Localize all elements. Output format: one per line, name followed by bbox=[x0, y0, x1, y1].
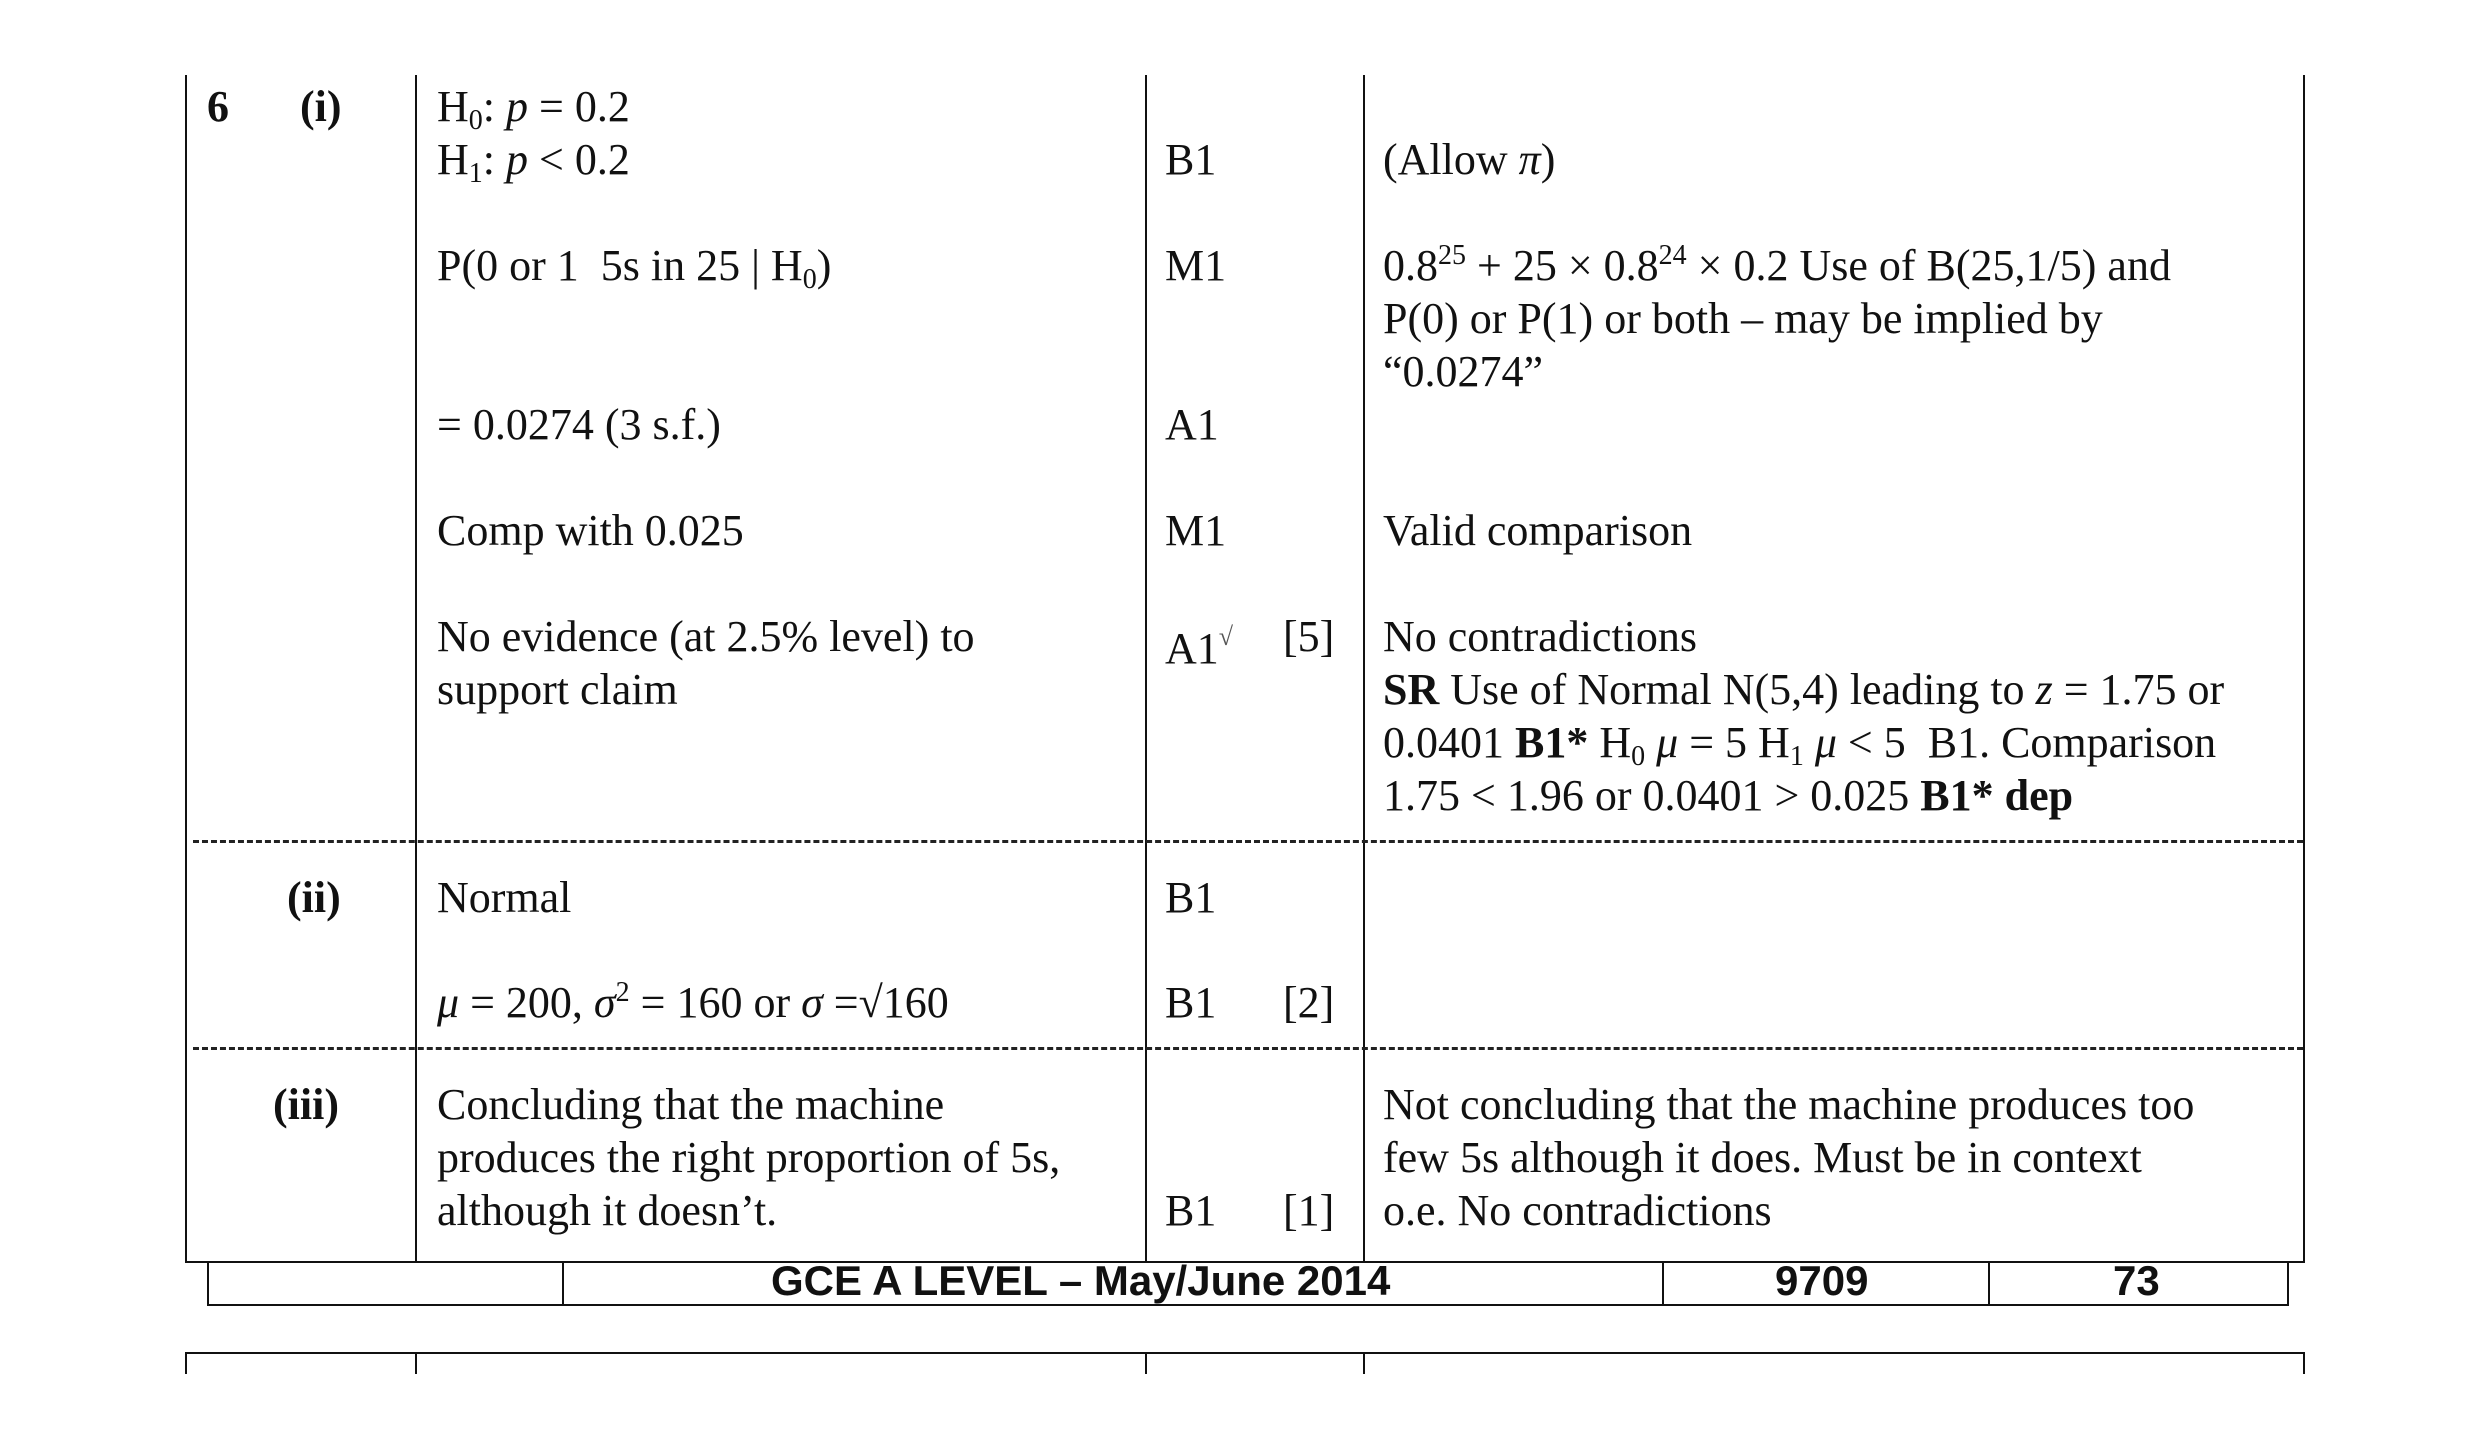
mark-error: B1 bbox=[1165, 1186, 1217, 1235]
note-probability-1: $0.8^{25} + 25 \times 0.8^{24} \times 0.2$ Use of B(25,1/5) and bbox=[1383, 240, 2171, 290]
conclusion-line-2: support claim bbox=[437, 665, 678, 714]
total-part-ii: [2] bbox=[1283, 978, 1335, 1027]
mark-parameters: B1 bbox=[1165, 978, 1217, 1027]
follow-through-tick-icon: √ bbox=[1218, 622, 1234, 651]
next-table-right bbox=[2303, 1352, 2305, 1374]
footer-exam-title: GCE A LEVEL – May/June 2014 bbox=[771, 1257, 1391, 1304]
mark-hypotheses: B1 bbox=[1165, 135, 1217, 184]
note-comparison: Valid comparison bbox=[1383, 506, 1693, 555]
mark-comparison: M1 bbox=[1165, 506, 1227, 555]
question-number: 6 bbox=[207, 82, 229, 131]
next-table-divider-3 bbox=[1363, 1352, 1365, 1374]
total-part-i: [5] bbox=[1283, 612, 1335, 661]
part-label-i: (i) bbox=[300, 82, 342, 131]
error-answer-line-2: produces the right proportion of 5s, bbox=[437, 1133, 1061, 1182]
error-answer-line-3: although it doesn’t. bbox=[437, 1186, 778, 1235]
comparison-statement: Comp with 0.025 bbox=[437, 506, 744, 555]
note-conclusion-1: No contradictions bbox=[1383, 612, 1698, 661]
note-conclusion-3: 0.0401 B1* $H_0$ μ = 5 $H_1$ μ < 5 B1. Comparison bbox=[1383, 718, 2217, 772]
note-error-1: Not concluding that the machine produces too bbox=[1383, 1080, 2195, 1129]
footer-paper-number: 73 bbox=[2113, 1257, 2160, 1304]
note-probability-2: P(0) or P(1) or both – may be implied by bbox=[1383, 294, 2103, 343]
conclusion-line-1: No evidence (at 2.5% level) to bbox=[437, 612, 975, 661]
part-label-iii: (iii) bbox=[273, 1080, 339, 1129]
part-separator-2 bbox=[193, 1047, 2303, 1050]
next-table-left bbox=[185, 1352, 187, 1374]
footer-syllabus-code: 9709 bbox=[1775, 1257, 1869, 1304]
part-label-ii: (ii) bbox=[287, 873, 341, 922]
mark-conclusion: A1√ bbox=[1165, 622, 1234, 673]
distribution-parameters: μ = 200, $\sigma^2 = 160$ or σ =√160 bbox=[437, 977, 949, 1027]
part-separator-1 bbox=[193, 840, 2303, 843]
null-hypothesis: $H_0$: p = 0.2 bbox=[437, 82, 630, 136]
note-conclusion-4: 1.75 < 1.96 or 0.0401 > 0.025 B1* dep bbox=[1383, 771, 2074, 820]
note-error-2: few 5s although it does. Must be in context bbox=[1383, 1133, 2142, 1182]
note-error-3: o.e. No contradictions bbox=[1383, 1186, 1772, 1235]
footer-divider-1 bbox=[562, 1262, 564, 1306]
probability-value: = 0.0274 (3 s.f.) bbox=[437, 400, 721, 449]
mark-distribution: B1 bbox=[1165, 873, 1217, 922]
table-border-left bbox=[185, 75, 187, 1263]
alt-hypothesis: $H_1$: p < 0.2 bbox=[437, 135, 630, 189]
total-part-iii: [1] bbox=[1283, 1186, 1335, 1235]
distribution-name: Normal bbox=[437, 873, 572, 922]
note-allow-pi: (Allow π) bbox=[1383, 135, 1556, 184]
note-probability-3: “0.0274” bbox=[1383, 347, 1544, 396]
error-answer-line-1: Concluding that the machine bbox=[437, 1080, 945, 1129]
mark-probability: M1 bbox=[1165, 241, 1227, 290]
footer-divider-3 bbox=[1988, 1262, 1990, 1306]
probability-statement: P(0 or 1 5s in 25 | $H_0$) bbox=[437, 241, 832, 295]
note-conclusion-2: SR Use of Normal N(5,4) leading to z = 1.75 or bbox=[1383, 665, 2225, 714]
next-table-divider-1 bbox=[415, 1352, 417, 1374]
footer-divider-2 bbox=[1662, 1262, 1664, 1306]
mark-value: A1 bbox=[1165, 400, 1219, 449]
next-table-divider-2 bbox=[1145, 1352, 1147, 1374]
table-divider-1 bbox=[415, 75, 417, 1263]
table-divider-3 bbox=[1363, 75, 1365, 1263]
next-table-top-border bbox=[185, 1352, 2305, 1354]
table-border-right bbox=[2303, 75, 2305, 1263]
table-divider-2 bbox=[1145, 75, 1147, 1263]
